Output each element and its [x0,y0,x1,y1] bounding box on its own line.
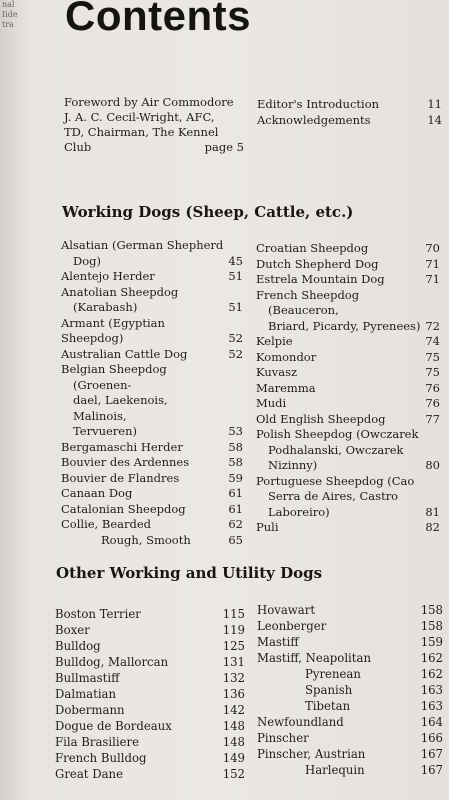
toc-entry [55,622,245,638]
toc-entry [256,381,440,397]
entry-page: 163 [420,699,443,713]
entry-title: Old English Sheepdog [256,411,386,426]
entry-page: 62 [228,517,243,531]
entry-title: Boston Terrier [55,607,141,621]
entry-title: Collie, Bearded [61,517,152,531]
entry-title: Spanish [305,683,353,697]
foreword-entry [64,95,244,155]
entry-page: 81 [425,504,440,519]
toc-entry [256,520,440,536]
entry-page: 75 [425,349,440,364]
entry-page: 149 [222,751,245,765]
entry-title: Kuvasz [256,365,298,379]
toc-entry [256,396,440,412]
entry-title: Newfoundland [257,715,344,729]
entry-title: Boxer [55,623,90,637]
toc-entry [61,517,243,533]
entry-page: 115 [222,607,245,621]
entry-page: 65 [228,532,243,547]
toc-entry [61,533,243,549]
toc-entry [256,412,440,428]
toc-entry [55,606,245,622]
entry-title: Bullmastiff [55,671,120,685]
entry-title: Mastiff, Neapolitan [257,651,371,665]
entry-page: 52 [228,331,243,345]
entry-title: Tibetan [305,699,351,713]
entry-title: Pinscher [257,731,309,745]
entry-title: Fila Brasiliere [55,735,140,749]
toc-entry [256,334,440,350]
entry-page: 162 [420,667,443,681]
entry-title: Croatian Sheepdog [256,241,369,255]
entry-title: Acknowledgements [257,112,371,127]
entry-title: Canaan Dog [61,486,133,500]
entry-page: 167 [420,763,443,777]
entry-page: 162 [420,651,443,665]
entry-title: Mastiff [257,635,299,649]
entry-title: Bulldog [55,639,101,653]
section-2-left-column [55,606,245,782]
entry-page: 119 [222,623,245,637]
entry-page: 59 [228,470,243,485]
entry-page: 167 [420,747,443,761]
toc-entry [256,350,440,366]
toc-entry [55,766,245,782]
toc-entry [55,686,245,702]
entry-page: 14 [427,112,442,127]
entry-page: 75 [425,365,440,379]
entry-page: 53 [228,424,243,438]
section-1-left-column [61,238,243,548]
entry-page: 76 [425,380,440,395]
entry-page: 52 [228,346,243,361]
entry-page: 164 [420,715,443,729]
entry-page: 70 [425,241,440,255]
entry-title: Harlequin [305,763,365,777]
margin-fragment: nal [2,0,15,9]
entry-page: 82 [425,520,440,534]
entry-page: 61 [228,486,243,500]
toc-entry [61,347,243,363]
toc-entry [256,288,440,335]
foreword-page: page 5 [204,140,244,154]
entry-title: Dobermann [55,703,125,717]
toc-entry [61,238,243,269]
entry-title: Portuguese Sheepdog (Cao Serra de Aires, Castro Laboreiro) [256,473,415,519]
entry-title: Rough, Smooth [101,532,191,547]
entry-title: Dogue de Bordeaux [55,719,172,733]
entry-title: Hovawart [257,603,316,617]
entry-page: 148 [222,735,245,749]
entry-title: French Bulldog [55,751,147,765]
margin-fragment: Iide [2,10,18,19]
toc-entry [61,362,243,440]
toc-entry [55,654,245,670]
toc-entry [61,455,243,471]
toc-entry [257,97,442,113]
entry-page: 51 [228,300,243,314]
toc-entry [257,666,443,682]
entry-title: Alentejo Herder [61,269,155,283]
toc-entry [61,316,243,347]
entry-page: 136 [222,687,245,701]
toc-entry [61,486,243,502]
entry-title: Estrela Mountain Dog [256,272,385,286]
entry-page: 148 [222,719,245,733]
margin-fragment: tra [2,20,14,29]
toc-entry [257,714,443,730]
toc-entry [257,602,443,618]
entry-page: 80 [425,458,440,472]
entry-title: Pyrenean [305,667,361,681]
entry-page: 158 [420,603,443,617]
entry-page: 77 [425,411,440,426]
section-heading: Working Dogs (Sheep, Cattle, etc.) [62,203,354,221]
entry-page: 159 [420,635,443,649]
adjacent-page-margin [0,0,24,60]
section-heading: Other Working and Utility Dogs [56,564,323,582]
entry-page: 71 [425,272,440,286]
entry-page: 163 [420,683,443,697]
entry-page: 11 [427,97,442,111]
entry-title: Bergamaschi Herder [61,439,183,454]
section-1-right-column [256,241,440,536]
entry-page: 152 [222,767,245,781]
entry-page: 58 [228,455,243,469]
entry-title: Kelpie [256,334,293,348]
entry-title: Mudi [256,396,287,410]
entry-title: Bulldog, Mallorcan [55,655,169,669]
toc-entry [256,257,440,273]
entry-title: Great Dane [55,767,124,781]
entry-page: 131 [222,655,245,669]
entry-title: Belgian Sheepdog (Groenen- dael, Laekenois, Malinois, Tervueren) [61,362,168,438]
entry-title: French Sheepdog (Beauceron, Briard, Picardy, Pyrenees) [256,287,421,333]
toc-entry [55,750,245,766]
entry-page: 58 [228,439,243,454]
entry-page: 74 [425,334,440,348]
entry-title: Leonberger [257,619,327,633]
entry-page: 76 [425,396,440,410]
toc-entry [257,618,443,634]
entry-page: 61 [228,501,243,516]
front-matter-right [257,97,442,128]
toc-entry [257,682,443,698]
entry-page: 158 [420,619,443,633]
toc-entry [257,762,443,778]
entry-title: Dalmatian [55,687,117,701]
entry-title: Alsatian (German Shepherd Dog) [61,238,224,268]
foreword-text: Foreword by Air Commodore J. A. C. Cecil-Wright, AFC, TD, Chairman, The Kennel Club [64,95,234,154]
toc-entry [61,285,243,316]
entry-title: Australian Cattle Dog [61,346,188,361]
entry-title: Editor's Introduction [257,97,380,111]
toc-entry [256,241,440,257]
entry-title: Anatolian Sheepdog (Karabash) [61,284,179,314]
entry-title: Armant (Egyptian Sheepdog) [61,315,165,345]
toc-entry [257,698,443,714]
entry-title: Polish Sheepdog (Owczarek Podhalanski, Owczarek Nizinny) [256,427,419,472]
entry-page: 142 [222,703,245,717]
entry-title: Komondor [256,349,317,364]
toc-entry [61,502,243,518]
toc-entry [256,272,440,288]
entry-page: 51 [228,269,243,283]
entry-title: Pinscher, Austrian [257,747,366,761]
toc-entry [55,638,245,654]
toc-entry [55,734,245,750]
entry-title: Maremma [256,380,316,395]
entry-page: 71 [425,256,440,271]
entry-page: 132 [222,671,245,685]
page-title: Contents [65,0,251,39]
toc-entry [257,650,443,666]
toc-entry [256,365,440,381]
toc-entry [61,440,243,456]
toc-entry [257,113,442,129]
entry-page: 45 [228,253,243,268]
entry-page: 125 [222,639,245,653]
toc-entry [257,634,443,650]
toc-entry [61,471,243,487]
toc-entry [61,269,243,285]
entry-title: Dutch Shepherd Dog [256,256,379,271]
entry-title: Catalonian Sheepdog [61,501,186,516]
entry-title: Bouvier des Ardennes [61,455,190,469]
toc-entry [55,670,245,686]
toc-entry [257,730,443,746]
entry-title: Puli [256,520,279,534]
entry-page: 72 [425,318,440,333]
toc-entry [256,427,440,474]
toc-entry [55,718,245,734]
section-2-right-column [257,602,443,778]
entry-page: 166 [420,731,443,745]
toc-entry [55,702,245,718]
toc-entry [257,746,443,762]
entry-title: Bouvier de Flandres [61,470,180,485]
toc-entry [256,474,440,521]
